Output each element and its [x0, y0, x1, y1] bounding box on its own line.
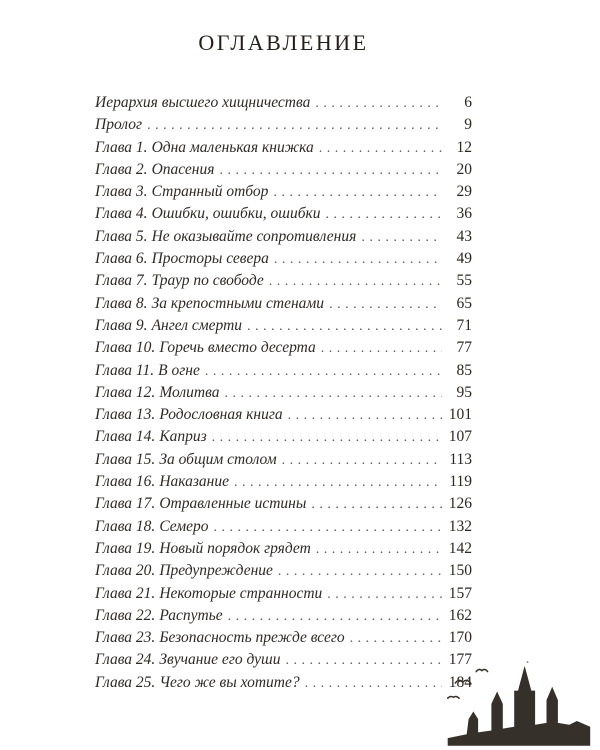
toc-entry: [95, 226, 472, 248]
toc-entry-label: [95, 382, 219, 403]
toc-entry: [95, 627, 472, 649]
toc-entry-label: [95, 181, 268, 202]
dot-leader: [147, 114, 442, 136]
toc-entry-page-number: 157: [448, 584, 472, 602]
toc-entry-page-number: 142: [448, 539, 472, 557]
toc-entry: [95, 583, 472, 605]
toc-entry-title: Не оказывайте сопротивления: [151, 227, 357, 245]
toc-entry: [95, 203, 472, 225]
dot-leader: [319, 137, 442, 159]
dot-leader: [327, 583, 442, 605]
toc-entry-label: [95, 337, 316, 358]
toc-entry-title: Некоторые странности: [159, 584, 323, 602]
toc-entry-page-number: 77: [456, 339, 472, 357]
toc-entry-chapter-prefix: Глава 9.: [95, 316, 148, 334]
toc-entry-chapter-prefix: Глава 20.: [95, 562, 156, 580]
toc-entry: [95, 516, 472, 538]
toc-entry-page-number: 65: [456, 294, 472, 312]
toc-entry-page-number: 71: [456, 316, 472, 334]
toc-entry-chapter-prefix: Глава 4.: [95, 205, 148, 223]
toc-entry: [95, 649, 472, 671]
birds-icon: [448, 669, 488, 698]
toc-entry-chapter-prefix: Глава 23.: [95, 629, 156, 647]
toc-entry-label: [95, 293, 324, 314]
toc-entry-label: [95, 538, 311, 559]
toc-entry-page-number: 55: [456, 272, 472, 290]
toc-entry-page-number: 162: [448, 606, 472, 624]
toc-entry: [95, 360, 472, 382]
toc-entry: [95, 605, 472, 627]
toc-entry-title: Иерархия высшего хищничества: [95, 94, 311, 111]
dot-leader: [274, 248, 442, 270]
toc-entry-page-number: 150: [448, 562, 472, 580]
toc-entry-label: [95, 315, 242, 336]
toc-entry-title: За крепостными стенами: [151, 294, 325, 312]
toc-entry-label: [95, 159, 214, 180]
dot-leader: [278, 560, 442, 582]
toc-entry-page-number: 113: [449, 450, 472, 468]
toc-entry-title: Безопасность прежде всего: [159, 629, 345, 647]
dot-leader: [305, 672, 442, 694]
toc-entry: [95, 114, 472, 136]
toc-entry-label: [95, 203, 321, 224]
castle-silhouette: [448, 661, 591, 746]
dot-leader: [219, 159, 442, 181]
toc-entry: [95, 426, 472, 448]
toc-entry-chapter-prefix: Глава 18.: [95, 517, 156, 535]
toc-entry-title: Каприз: [159, 428, 207, 446]
toc-entry-title: Наказание: [159, 473, 229, 491]
toc-entry-chapter-prefix: Глава 22.: [95, 606, 156, 624]
toc-entry-page-number: 85: [456, 361, 472, 379]
toc-entry-label: [95, 672, 300, 693]
toc-entry: [95, 672, 472, 694]
toc-entry-page-number: 101: [448, 406, 472, 424]
toc-entry-chapter-prefix: Глава 16.: [95, 473, 156, 491]
toc-entry-page-number: 119: [449, 473, 472, 491]
toc-entry-title: Пролог: [95, 116, 143, 134]
toc-entry-label: [95, 627, 345, 648]
toc-entry: [95, 181, 472, 203]
toc-entry-chapter-prefix: Глава 5.: [95, 227, 148, 245]
toc-entry-chapter-prefix: Глава 6.: [95, 250, 148, 268]
toc-entry-title: Ошибки, ошибки, ошибки: [151, 205, 321, 223]
dot-leader: [205, 360, 442, 382]
toc-entry: [95, 404, 472, 426]
dot-leader: [269, 270, 442, 292]
toc-entry-chapter-prefix: Глава 10.: [95, 339, 156, 357]
toc-entry-title: Траур по свободе: [151, 272, 264, 290]
toc-entry: [95, 92, 472, 114]
toc-entry-title: Родословная книга: [159, 406, 283, 424]
toc-entry-chapter-prefix: Глава 14.: [95, 428, 156, 446]
toc-entry-page-number: 170: [448, 629, 472, 647]
toc-entry-page-number: 29: [456, 183, 472, 201]
dot-leader: [224, 382, 442, 404]
toc-entry-title: Чего же вы хотите?: [159, 673, 300, 691]
toc-entry: [95, 538, 472, 560]
toc-entry-title: Отравленные истины: [159, 495, 307, 513]
toc-entry-title: Ангел смерти: [151, 316, 243, 334]
toc-entry: [95, 560, 472, 582]
toc-entry-title: Странный отбор: [151, 183, 269, 201]
toc-entry: [95, 293, 472, 315]
toc-entry-chapter-prefix: Глава 1.: [95, 138, 148, 156]
toc-entry-label: [95, 360, 200, 381]
toc-entry-label: [95, 114, 142, 135]
dot-leader: [316, 538, 442, 560]
toc-entry-page-number: 177: [448, 651, 472, 669]
toc-entry-title: Горечь вместо десерта: [159, 339, 316, 357]
dot-leader: [214, 516, 442, 538]
toc-entry-title: Распутье: [159, 606, 223, 624]
dot-leader: [361, 226, 442, 248]
toc-entry-page-number: 49: [456, 250, 472, 268]
table-of-contents: [95, 92, 472, 694]
dot-leader: [282, 449, 442, 471]
toc-entry-label: [95, 270, 264, 291]
toc-entry-page-number: 43: [456, 227, 472, 245]
toc-entry-page-number: 107: [448, 428, 472, 446]
toc-entry-page-number: 184: [448, 673, 472, 691]
toc-entry-chapter-prefix: Глава 11.: [95, 361, 155, 379]
toc-entry-label: [95, 516, 209, 537]
toc-entry: [95, 471, 472, 493]
toc-entry-label: [95, 226, 356, 247]
toc-entry-page-number: 95: [456, 383, 472, 401]
toc-entry-label: [95, 583, 322, 604]
toc-entry-title: Просторы севера: [151, 250, 269, 268]
dot-leader: [273, 181, 442, 203]
toc-entry-label: [95, 649, 280, 670]
toc-entry-chapter-prefix: Глава 25.: [95, 673, 156, 691]
castle-illustration: [442, 658, 594, 746]
toc-entry: [95, 382, 472, 404]
toc-entry-chapter-prefix: Глава 24.: [95, 651, 156, 669]
toc-entry-label: [95, 404, 283, 425]
toc-entry-title: Одна маленькая книжка: [151, 138, 314, 156]
toc-entry-title: Молитва: [159, 383, 220, 401]
toc-entry-label: [95, 493, 306, 514]
toc-entry-title: За общим столом: [159, 450, 277, 468]
dot-leader: [329, 293, 442, 315]
toc-entry-page-number: 126: [448, 495, 472, 513]
toc-entry-title: Новый порядок грядет: [159, 539, 311, 557]
toc-entry: [95, 337, 472, 359]
toc-entry-title: Семеро: [159, 517, 209, 535]
toc-entry-page-number: 132: [448, 517, 472, 535]
dot-leader: [234, 471, 442, 493]
toc-entry: [95, 315, 472, 337]
toc-entry-label: [95, 560, 273, 581]
toc-entry-label: [95, 92, 310, 113]
toc-entry-label: [95, 471, 229, 492]
toc-entry-chapter-prefix: Глава 7.: [95, 272, 148, 290]
dot-leader: [321, 337, 442, 359]
toc-entry-chapter-prefix: Глава 8.: [95, 294, 148, 312]
toc-entry-label: [95, 137, 314, 158]
toc-entry-label: [95, 248, 269, 269]
toc-entry-page-number: 36: [456, 205, 472, 223]
toc-entry-chapter-prefix: Глава 15.: [95, 450, 156, 468]
dot-leader: [315, 92, 442, 114]
toc-entry-title: В огне: [158, 361, 200, 379]
dot-leader: [247, 315, 442, 337]
toc-entry-page-number: 12: [456, 138, 472, 156]
toc-entry-title: Опасения: [151, 160, 215, 178]
toc-entry-chapter-prefix: Глава 2.: [95, 160, 148, 178]
toc-entry: [95, 270, 472, 292]
dot-leader: [311, 493, 442, 515]
toc-entry-chapter-prefix: Глава 19.: [95, 539, 156, 557]
toc-entry-chapter-prefix: Глава 21.: [95, 584, 156, 602]
toc-entry: [95, 449, 472, 471]
dot-leader: [350, 627, 442, 649]
toc-entry-label: [95, 605, 223, 626]
dot-leader: [212, 426, 442, 448]
toc-entry-label: [95, 449, 277, 470]
toc-entry-page-number: 20: [456, 160, 472, 178]
toc-entry-title: Предупреждение: [159, 562, 273, 580]
toc-entry: [95, 248, 472, 270]
toc-entry-chapter-prefix: Глава 13.: [95, 406, 156, 424]
toc-entry-label: [95, 426, 207, 447]
page-title: ОГЛАВЛЕНИЕ: [198, 30, 369, 55]
dot-leader: [288, 404, 442, 426]
toc-entry: [95, 159, 472, 181]
dot-leader: [228, 605, 442, 627]
dot-leader: [285, 649, 442, 671]
toc-entry-page-number: 9: [464, 116, 472, 134]
toc-entry: [95, 137, 472, 159]
toc-entry: [95, 493, 472, 515]
dot-leader: [326, 203, 443, 225]
toc-entry-chapter-prefix: Глава 12.: [95, 383, 156, 401]
toc-entry-chapter-prefix: Глава 3.: [95, 183, 148, 201]
toc-entry-title: Звучание его души: [159, 651, 281, 669]
toc-entry-chapter-prefix: Глава 17.: [95, 495, 156, 513]
toc-entry-page-number: 6: [464, 94, 472, 111]
